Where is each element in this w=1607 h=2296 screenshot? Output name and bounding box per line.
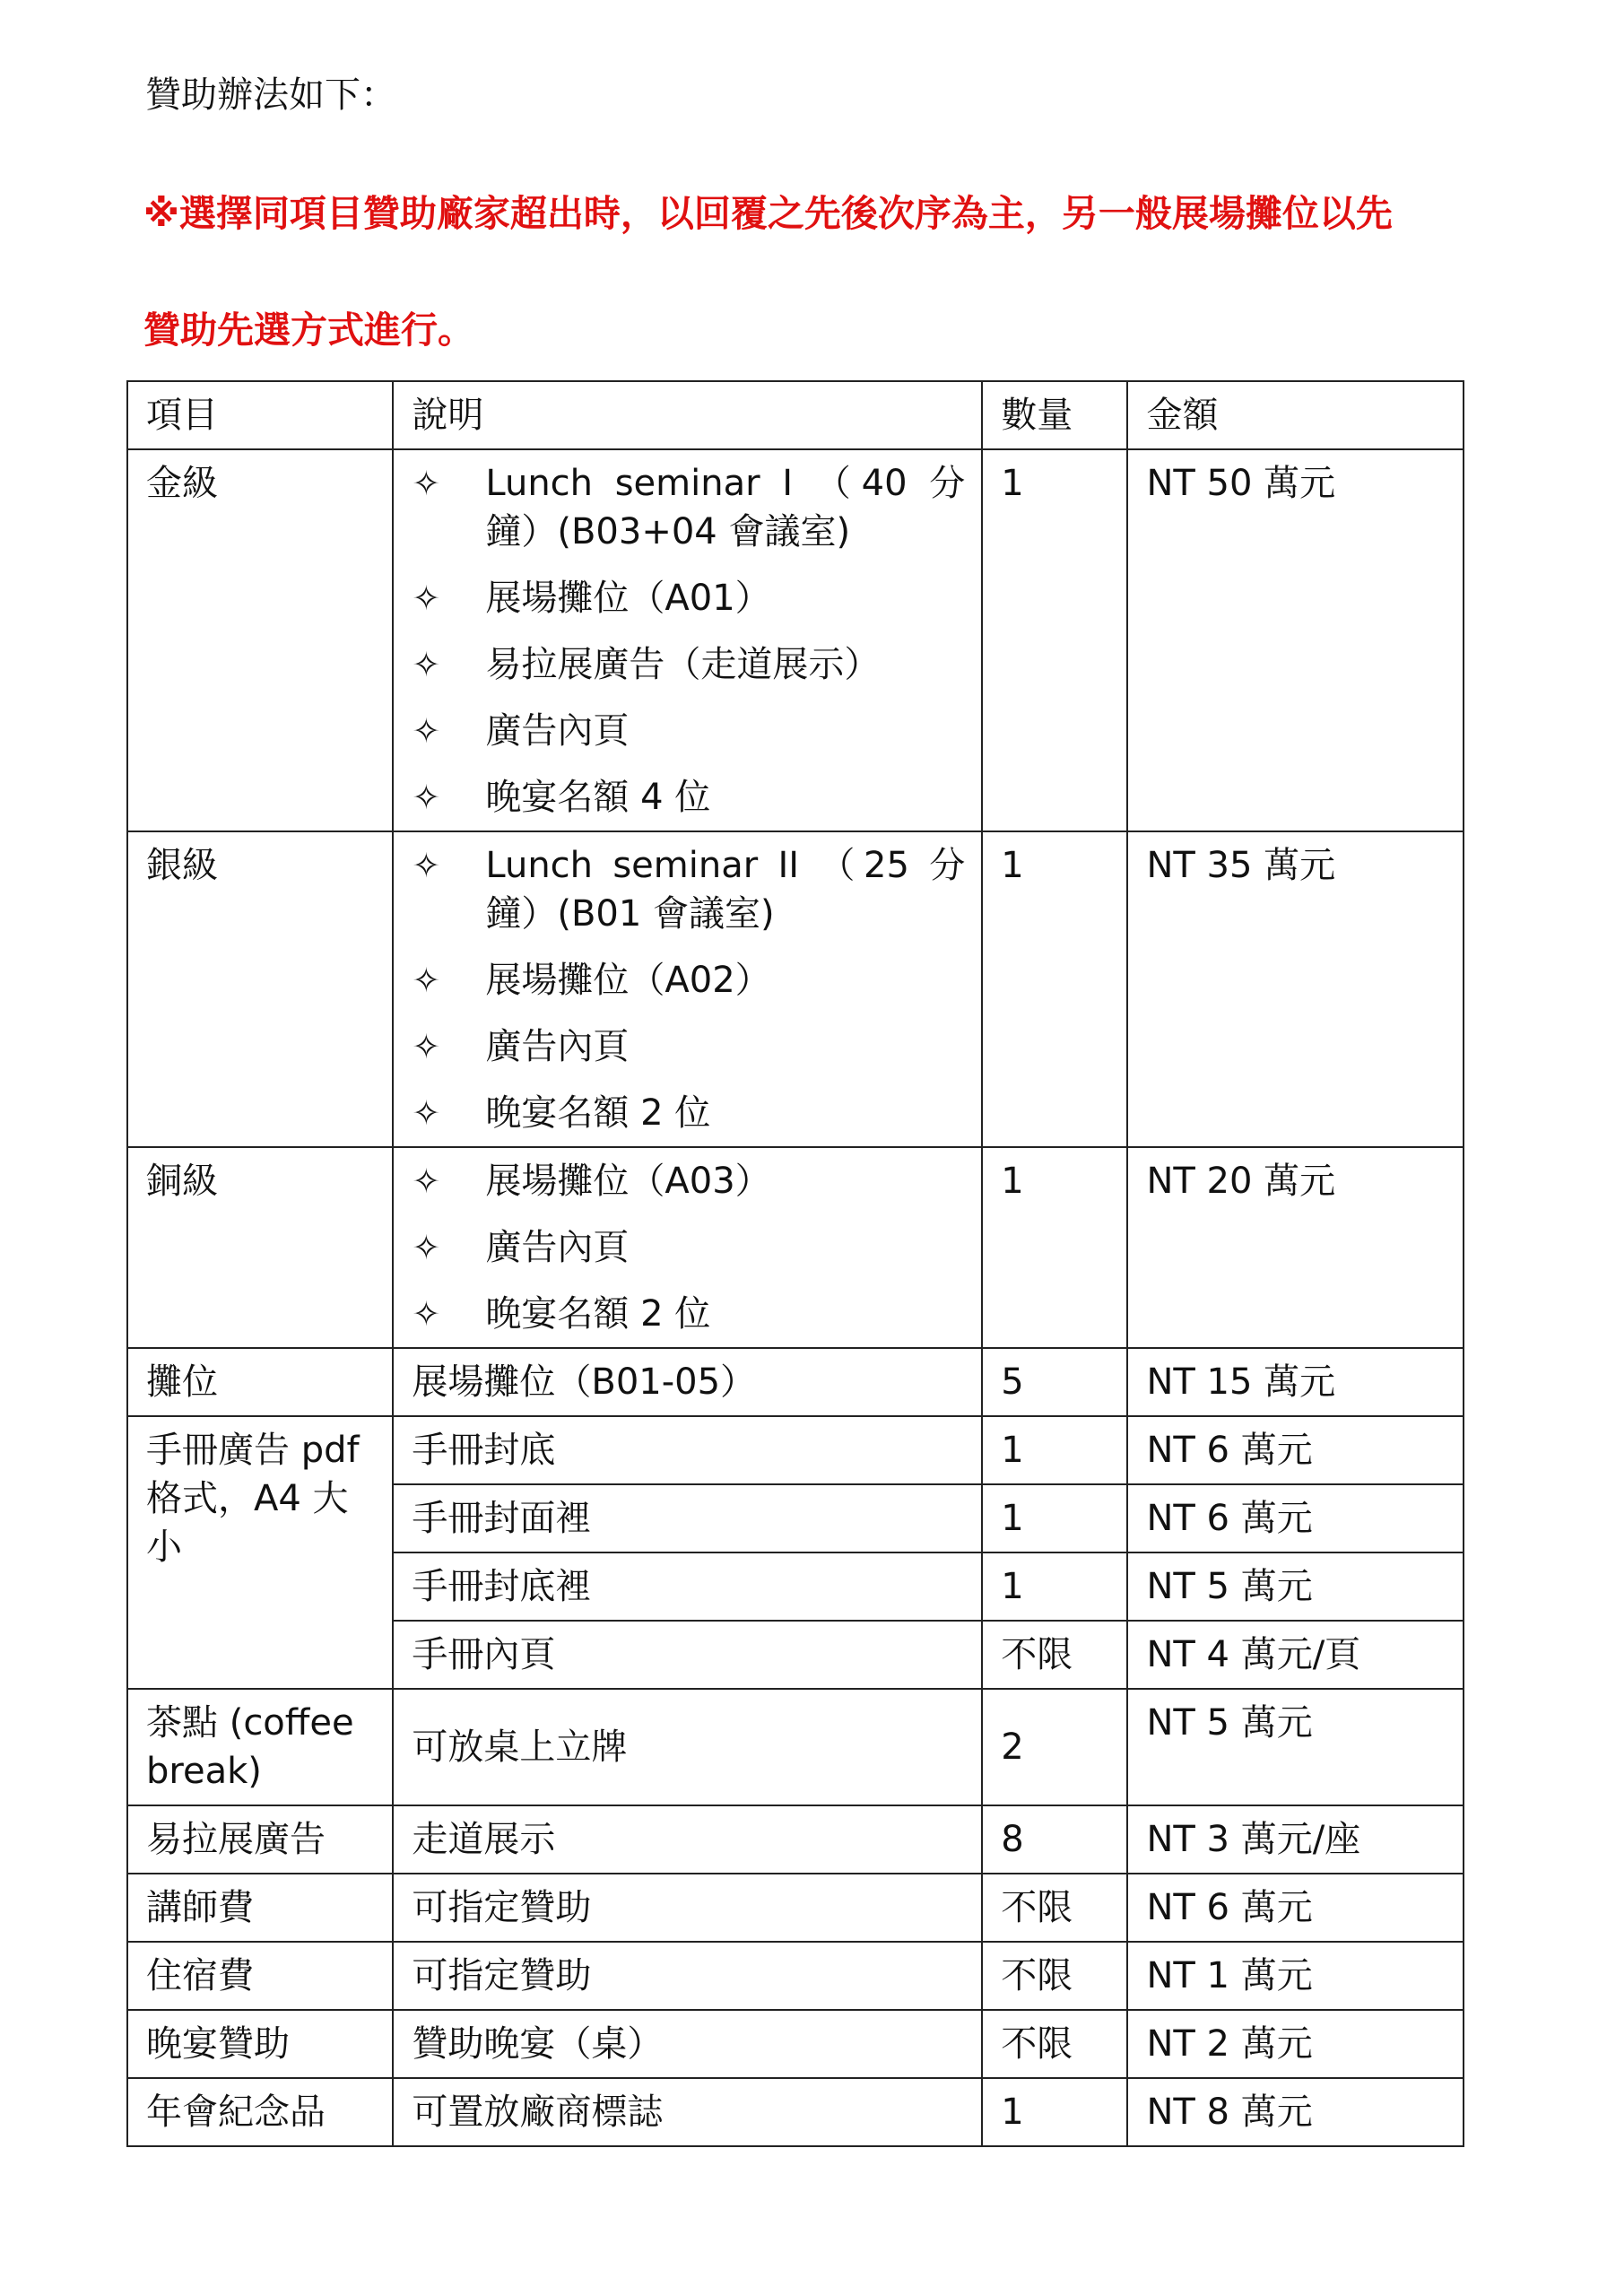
feature-text: 展場攤位（A01） — [485, 578, 771, 619]
amount-cell: NT 8 萬元 — [1127, 2078, 1464, 2146]
sparkle-outline-icon: ✧ — [412, 1027, 441, 1066]
list-item — [412, 1157, 965, 1205]
item-cell: 金級 — [127, 449, 393, 831]
feature-text: 展場攤位（A02） — [485, 960, 771, 1001]
description-cell: 走道展示 — [393, 1805, 982, 1874]
quantity-cell: 1 — [982, 449, 1127, 831]
amount-cell: NT 35 萬元 — [1127, 831, 1464, 1147]
description-cell: 可置放廠商標誌 — [393, 2078, 982, 2146]
feature-text: 廣告內頁 — [485, 1227, 630, 1268]
amount-cell: NT 3 萬元/座 — [1127, 1805, 1464, 1874]
feature-text: 易拉展廣告（走道展示） — [485, 644, 881, 685]
item-cell: 攤位 — [127, 1348, 393, 1416]
list-item — [412, 841, 965, 938]
item-cell: 講師費 — [127, 1874, 393, 1942]
feature-text: Lunch seminar II （25 分鐘）(B01 會議室) — [485, 845, 966, 935]
sparkle-outline-icon: ✧ — [412, 846, 441, 885]
feature-text: 晚宴名額 4 位 — [485, 777, 711, 818]
table-row-gold — [127, 449, 1464, 831]
sparkle-outline-icon: ✧ — [412, 578, 441, 618]
amount-cell: NT 15 萬元 — [1127, 1348, 1464, 1416]
sparkle-outline-icon: ✧ — [412, 1161, 441, 1201]
amount-cell: NT 2 萬元 — [1127, 2010, 1464, 2078]
quantity-cell: 不限 — [982, 1621, 1127, 1689]
table-row-banner — [127, 1805, 1464, 1874]
table-header-row — [127, 381, 1464, 449]
description-cell: 手冊封面裡 — [393, 1484, 982, 1552]
amount-cell: NT 5 萬元 — [1127, 1552, 1464, 1621]
sparkle-outline-icon: ✧ — [412, 778, 441, 817]
feature-text: 廣告內頁 — [485, 710, 630, 752]
quantity-cell: 1 — [982, 2078, 1127, 2146]
sparkle-outline-icon: ✧ — [412, 645, 441, 684]
table-row-dinner — [127, 2010, 1464, 2078]
quantity-cell: 2 — [982, 1689, 1127, 1805]
quantity-cell: 8 — [982, 1805, 1127, 1874]
feature-text: Lunch seminar I （40 分鐘）(B03+04 會議室) — [485, 463, 966, 552]
description-cell: 可放桌上立牌 — [393, 1689, 982, 1805]
feature-list — [412, 459, 965, 822]
feature-text: 展場攤位（A03） — [485, 1161, 771, 1202]
header-item: 項目 — [127, 381, 393, 449]
quantity-cell: 不限 — [982, 1942, 1127, 2010]
header-quantity: 數量 — [982, 381, 1127, 449]
item-cell: 易拉展廣告 — [127, 1805, 393, 1874]
sparkle-outline-icon: ✧ — [412, 464, 441, 503]
description-cell: 可指定贊助 — [393, 1874, 982, 1942]
notice-line-1: ※選擇同項目贊助廠家超出時，以回覆之先後次序為主，另一般展場攤位以先 — [143, 192, 1393, 235]
list-item — [412, 574, 965, 622]
item-cell: 銅級 — [127, 1147, 393, 1348]
table-row-speaker — [127, 1874, 1464, 1942]
sparkle-outline-icon: ✧ — [412, 1228, 441, 1267]
table-row-bronze — [127, 1147, 1464, 1348]
amount-cell: NT 5 萬元 — [1127, 1689, 1464, 1805]
list-item — [412, 459, 965, 556]
sparkle-outline-icon: ✧ — [412, 961, 441, 1000]
table-row-brochure-back — [127, 1416, 1464, 1484]
table-row-coffee-break — [127, 1689, 1464, 1805]
feature-list — [412, 1157, 965, 1338]
feature-text: 晚宴名額 2 位 — [485, 1293, 711, 1335]
table-row-lodging — [127, 1942, 1464, 2010]
item-cell: 晚宴贊助 — [127, 2010, 393, 2078]
list-item — [412, 640, 965, 689]
amount-cell: NT 20 萬元 — [1127, 1147, 1464, 1348]
list-item — [412, 956, 965, 1004]
feature-text: 廣告內頁 — [485, 1026, 630, 1067]
quantity-cell: 1 — [982, 1484, 1127, 1552]
feature-list — [412, 841, 965, 1137]
feature-text: 晚宴名額 2 位 — [485, 1092, 711, 1134]
list-item — [412, 1089, 965, 1137]
table-row-booth — [127, 1348, 1464, 1416]
amount-cell: NT 6 萬元 — [1127, 1416, 1464, 1484]
sparkle-outline-icon: ✧ — [412, 1093, 441, 1133]
description-cell — [393, 831, 982, 1147]
quantity-cell: 1 — [982, 831, 1127, 1147]
description-cell — [393, 449, 982, 831]
list-item — [412, 1022, 965, 1071]
item-cell: 手冊廣告 pdf 格式，A4 大小 — [127, 1416, 393, 1689]
sparkle-outline-icon: ✧ — [412, 711, 441, 751]
amount-cell: NT 6 萬元 — [1127, 1484, 1464, 1552]
amount-cell: NT 6 萬元 — [1127, 1874, 1464, 1942]
quantity-cell: 1 — [982, 1416, 1127, 1484]
sponsorship-table — [126, 380, 1464, 2147]
item-cell: 年會紀念品 — [127, 2078, 393, 2146]
amount-cell: NT 1 萬元 — [1127, 1942, 1464, 2010]
quantity-cell: 1 — [982, 1147, 1127, 1348]
description-cell: 贊助晚宴（桌） — [393, 2010, 982, 2078]
table-row-souvenir — [127, 2078, 1464, 2146]
amount-cell: NT 4 萬元/頁 — [1127, 1621, 1464, 1689]
item-cell: 茶點 (coffee break) — [127, 1689, 393, 1805]
header-amount: 金額 — [1127, 381, 1464, 449]
list-item — [412, 1290, 965, 1338]
sparkle-outline-icon: ✧ — [412, 1294, 441, 1334]
quantity-cell: 5 — [982, 1348, 1127, 1416]
quantity-cell: 1 — [982, 1552, 1127, 1621]
intro-text: 贊助辦法如下： — [145, 74, 396, 116]
description-cell: 手冊封底 — [393, 1416, 982, 1484]
item-cell: 住宿費 — [127, 1942, 393, 2010]
description-cell: 手冊封底裡 — [393, 1552, 982, 1621]
item-cell: 銀級 — [127, 831, 393, 1147]
list-item — [412, 773, 965, 822]
header-description: 說明 — [393, 381, 982, 449]
table-row-silver — [127, 831, 1464, 1147]
description-cell — [393, 1147, 982, 1348]
description-cell: 手冊內頁 — [393, 1621, 982, 1689]
description-cell: 展場攤位（B01-05） — [393, 1348, 982, 1416]
quantity-cell: 不限 — [982, 2010, 1127, 2078]
notice-line-2: 贊助先選方式進行。 — [143, 309, 474, 352]
amount-cell: NT 50 萬元 — [1127, 449, 1464, 831]
quantity-cell: 不限 — [982, 1874, 1127, 1942]
description-cell: 可指定贊助 — [393, 1942, 982, 2010]
list-item — [412, 1223, 965, 1272]
list-item — [412, 707, 965, 755]
